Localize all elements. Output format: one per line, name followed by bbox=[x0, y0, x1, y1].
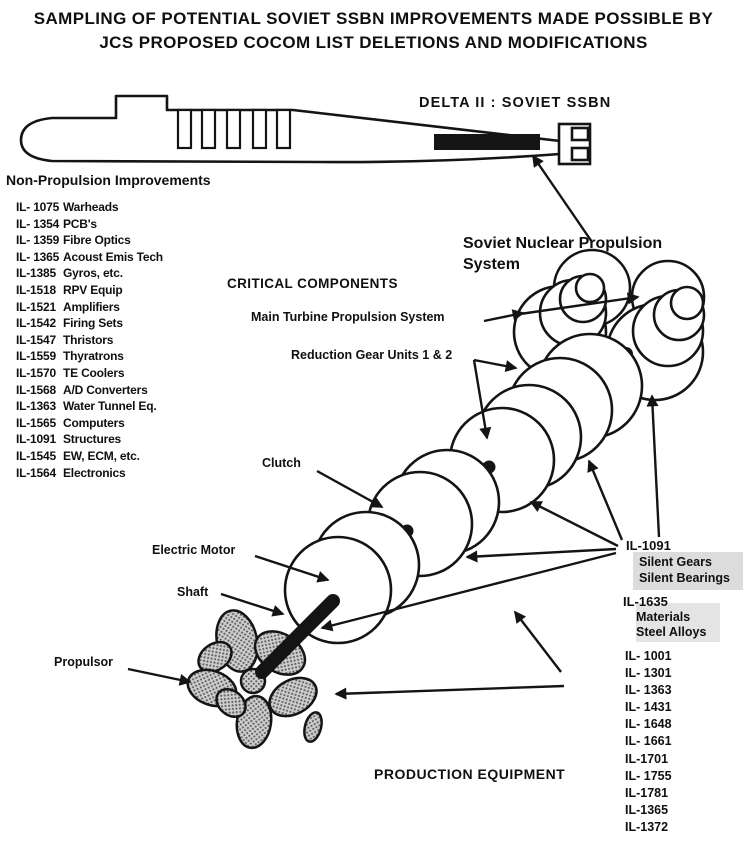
missile-tube bbox=[253, 110, 266, 148]
list-item: IL- 1431 bbox=[625, 700, 672, 715]
reduction-gear-label: Reduction Gear Units 1 & 2 bbox=[291, 348, 453, 362]
shaft-label: Shaft bbox=[177, 585, 209, 599]
list-item: IL-1701 bbox=[625, 751, 669, 766]
callout-il-1091-line1: Silent Gears bbox=[639, 555, 712, 569]
propulsion-highlight-block bbox=[434, 134, 540, 150]
soviet-nuclear-line1: Soviet Nuclear Propulsion bbox=[463, 235, 663, 252]
missile-tube bbox=[202, 110, 215, 148]
rudder-notch-bottom bbox=[572, 148, 588, 160]
missile-tube bbox=[277, 110, 290, 148]
stern-rudder bbox=[559, 124, 590, 164]
list-item: IL- 1354 PCB's bbox=[16, 216, 97, 231]
arrow-il1091-a bbox=[652, 396, 659, 537]
list-item: IL-1545 EW, ECM, etc. bbox=[16, 448, 140, 463]
list-item: IL-1091 Structures bbox=[16, 432, 122, 447]
list-item: IL- 1301 bbox=[625, 666, 672, 681]
soviet-nuclear-propulsion-label bbox=[463, 233, 662, 275]
arrow-production-b bbox=[336, 686, 564, 694]
page-title-line2: JCS PROPOSED COCOM LIST DELETIONS AND MODIFICATIONS bbox=[99, 33, 648, 52]
list-item: IL-1521 Amplifiers bbox=[16, 299, 120, 314]
soviet-nuclear-line2: System bbox=[463, 256, 520, 273]
submarine-type-label: DELTA II : SOVIET SSBN bbox=[419, 95, 612, 111]
page-title-line1: SAMPLING OF POTENTIAL SOVIET SSBN IMPROVEMENTS MADE POSSIBLE BY bbox=[33, 9, 714, 28]
list-item: IL- 1001 bbox=[625, 649, 672, 663]
arrow-il1091-b bbox=[589, 461, 622, 540]
production-equipment-heading: PRODUCTION EQUIPMENT bbox=[374, 766, 566, 782]
arrow-il1091-d bbox=[467, 549, 616, 557]
list-item: IL- 1755 bbox=[625, 768, 672, 783]
list-item: IL- 1363 bbox=[625, 683, 672, 698]
list-item: IL-1363 Water Tunnel Eq. bbox=[16, 399, 157, 414]
arrow-reduction-gear-2 bbox=[474, 360, 516, 368]
list-item: IL- 1075 Warheads bbox=[16, 200, 119, 214]
list-item: IL- 1648 bbox=[625, 717, 672, 732]
list-item: IL-1781 bbox=[625, 785, 669, 800]
non-propulsion-list bbox=[16, 199, 163, 481]
page-title bbox=[0, 7, 747, 55]
list-item: IL-1565 Computers bbox=[16, 415, 125, 430]
callout-il-1635-code: IL-1635 bbox=[623, 594, 668, 609]
arrow-clutch bbox=[317, 471, 382, 507]
list-item: IL- 1359 Fibre Optics bbox=[16, 233, 131, 248]
arrow-il1091-c bbox=[531, 502, 618, 546]
callout-il-1091-code: IL-1091 bbox=[626, 538, 671, 553]
callout-il-1091 bbox=[626, 538, 730, 586]
disc-circle bbox=[576, 274, 604, 302]
list-item: IL-1547 Thristors bbox=[16, 332, 114, 347]
callout-il-1635-line2: Steel Alloys bbox=[636, 625, 707, 639]
propulsor-label: Propulsor bbox=[54, 655, 114, 669]
list-item: IL-1570 TE Coolers bbox=[16, 365, 125, 380]
production-equipment-list bbox=[625, 648, 672, 836]
callout-il-1635-line1: Materials bbox=[636, 609, 691, 624]
callout-il-1091-line2: Silent Bearings bbox=[639, 571, 730, 585]
list-item: IL- 1661 bbox=[625, 734, 672, 749]
missile-tube bbox=[227, 110, 240, 148]
non-propulsion-heading: Non-Propulsion Improvements bbox=[6, 172, 211, 188]
callout-il-1635 bbox=[623, 594, 706, 641]
arrow-propulsor bbox=[128, 669, 190, 682]
list-item: IL-1564 Electronics bbox=[16, 465, 126, 480]
list-item: IL-1518 RPV Equip bbox=[16, 282, 123, 297]
list-item: IL-1559 Thyratrons bbox=[16, 349, 124, 364]
list-item: IL-1568 A/D Converters bbox=[16, 382, 148, 397]
arrow-nuclear-system-to-sub bbox=[533, 156, 592, 242]
electric-motor-label: Electric Motor bbox=[152, 543, 236, 557]
critical-components-heading: CRITICAL COMPONENTS bbox=[227, 276, 398, 291]
rudder-notch-top bbox=[572, 128, 588, 140]
list-item: IL-1372 bbox=[625, 819, 669, 834]
disc-circle bbox=[671, 287, 703, 319]
list-item: IL-1385 Gyros, etc. bbox=[16, 266, 123, 281]
arrow-production-a bbox=[515, 612, 561, 672]
list-item: IL- 1365 Acoust Emis Tech bbox=[16, 249, 163, 264]
missile-tube bbox=[178, 110, 191, 148]
clutch-label: Clutch bbox=[262, 456, 301, 470]
main-turbine-label: Main Turbine Propulsion System bbox=[251, 310, 445, 324]
drivetrain-drawing bbox=[285, 334, 642, 643]
propulsor-blade-tip bbox=[301, 710, 324, 743]
list-item: IL-1542 Firing Sets bbox=[16, 316, 123, 331]
list-item: IL-1365 bbox=[625, 802, 669, 817]
